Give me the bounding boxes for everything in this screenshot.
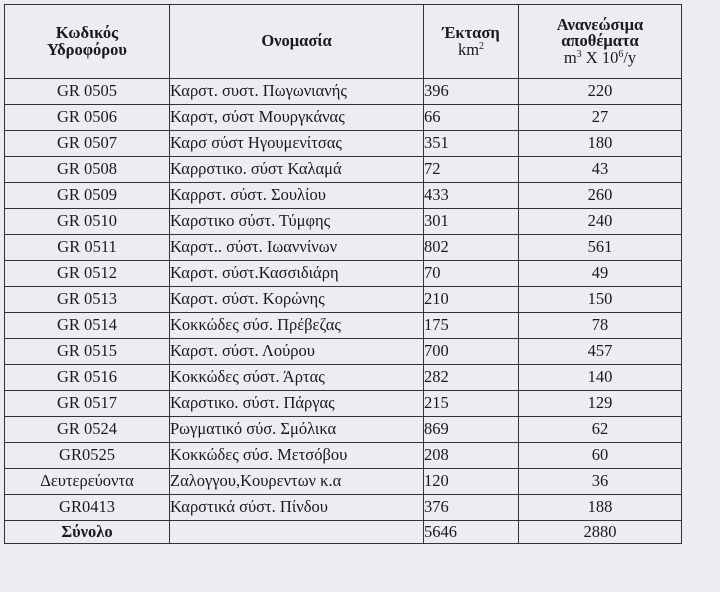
aquifer-code-cell: GR 0507 xyxy=(5,131,170,157)
area-cell: 70 xyxy=(424,261,519,287)
area-cell: 301 xyxy=(424,209,519,235)
aquifer-code-cell: GR 0513 xyxy=(5,287,170,313)
aquifer-name-cell: Καρστ. σύστ.Κασσιδιάρη xyxy=(170,261,424,287)
aquifer-name-cell: Ζαλογγου,Κουρεντων κ.α xyxy=(170,469,424,495)
area-cell: 351 xyxy=(424,131,519,157)
aquifer-code-cell: GR0413 xyxy=(5,495,170,521)
table-row xyxy=(5,443,682,469)
aquifer-code-cell: GR 0506 xyxy=(5,105,170,131)
aquifer-name-cell: Καρστικο σύστ. Τύμφης xyxy=(170,209,424,235)
aquifer-table xyxy=(4,4,682,544)
table-row xyxy=(5,209,682,235)
area-cell: 802 xyxy=(424,235,519,261)
reserves-cell: 129 xyxy=(519,391,682,417)
table-row xyxy=(5,469,682,495)
total-name-cell xyxy=(170,521,424,544)
aquifer-code-cell: Δευτερεύοντα xyxy=(5,469,170,495)
table-row xyxy=(5,313,682,339)
area-cell: 282 xyxy=(424,365,519,391)
aquifer-name-cell: Καρστικο. σύστ. Πάργας xyxy=(170,391,424,417)
aquifer-code-cell: GR 0512 xyxy=(5,261,170,287)
reserves-cell: 457 xyxy=(519,339,682,365)
table-row xyxy=(5,391,682,417)
reserves-cell: 60 xyxy=(519,443,682,469)
area-cell: 396 xyxy=(424,79,519,105)
total-row xyxy=(5,521,682,544)
area-cell: 376 xyxy=(424,495,519,521)
cut-off-text xyxy=(6,580,720,592)
table-row xyxy=(5,79,682,105)
aquifer-name-cell: Καρρστ. σύστ. Σουλίου xyxy=(170,183,424,209)
reserves-cell: 43 xyxy=(519,157,682,183)
area-cell: 869 xyxy=(424,417,519,443)
aquifer-name-cell: Καρρστικο. σύστ Καλαμά xyxy=(170,157,424,183)
table-row xyxy=(5,339,682,365)
total-reserves: 2880 xyxy=(519,521,682,544)
aquifer-code-cell: GR 0509 xyxy=(5,183,170,209)
header-name: Ονομασία xyxy=(170,5,424,79)
aquifer-code-cell: GR 0517 xyxy=(5,391,170,417)
table-row xyxy=(5,287,682,313)
aquifer-code-cell: GR 0511 xyxy=(5,235,170,261)
reserves-cell: 49 xyxy=(519,261,682,287)
aquifer-name-cell: Ρωγματικό σύσ. Σμόλικα xyxy=(170,417,424,443)
reserves-cell: 180 xyxy=(519,131,682,157)
header-aquifer-code: Κωδικός Υδροφόρου xyxy=(5,5,170,79)
aquifer-name-cell: Καρστ.. σύστ. Ιωαννίνων xyxy=(170,235,424,261)
area-cell: 700 xyxy=(424,339,519,365)
area-cell: 210 xyxy=(424,287,519,313)
total-label: Σύνολο xyxy=(5,521,170,544)
header-area: Έκταση $km^2$ xyxy=(424,5,519,79)
table-row xyxy=(5,105,682,131)
table-row xyxy=(5,261,682,287)
aquifer-code-cell: GR 0516 xyxy=(5,365,170,391)
aquifer-name-cell: Καρστ. σύστ. Κορώνης xyxy=(170,287,424,313)
aquifer-code-cell: GR 0505 xyxy=(5,79,170,105)
reserves-cell: 561 xyxy=(519,235,682,261)
aquifer-code-cell: GR 0510 xyxy=(5,209,170,235)
table-row xyxy=(5,235,682,261)
table-row xyxy=(5,131,682,157)
aquifer-name-cell: Κοκκώδες σύστ. Άρτας xyxy=(170,365,424,391)
aquifer-name-cell: Καρσ σύστ Ηγουμενίτσας xyxy=(170,131,424,157)
aquifer-name-cell: Κοκκώδες σύσ. Πρέβεζας xyxy=(170,313,424,339)
table-row xyxy=(5,365,682,391)
area-cell: 120 xyxy=(424,469,519,495)
header-renewable-reserves: Ανανεώσιμα αποθέματα $m^3$ X $10^6/y$ xyxy=(519,5,682,79)
table-row xyxy=(5,417,682,443)
reserves-cell: 240 xyxy=(519,209,682,235)
aquifer-code-cell: GR0525 xyxy=(5,443,170,469)
aquifer-name-cell: Καρστ, σύστ Μουργκάνας xyxy=(170,105,424,131)
area-cell: 72 xyxy=(424,157,519,183)
table-row xyxy=(5,183,682,209)
reserves-cell: 150 xyxy=(519,287,682,313)
reserves-cell: 36 xyxy=(519,469,682,495)
aquifer-code-cell: GR 0515 xyxy=(5,339,170,365)
reserves-cell: 78 xyxy=(519,313,682,339)
aquifer-code-cell: GR 0514 xyxy=(5,313,170,339)
aquifer-name-cell: Καρστ. σύστ. Λούρου xyxy=(170,339,424,365)
header-row xyxy=(5,5,682,79)
reserves-cell: 140 xyxy=(519,365,682,391)
aquifer-code-cell: GR 0524 xyxy=(5,417,170,443)
area-cell: 433 xyxy=(424,183,519,209)
area-cell: 66 xyxy=(424,105,519,131)
table-row xyxy=(5,157,682,183)
area-cell: 208 xyxy=(424,443,519,469)
area-cell: 175 xyxy=(424,313,519,339)
area-cell: 215 xyxy=(424,391,519,417)
aquifer-name-cell: Κοκκώδες σύσ. Μετσόβου xyxy=(170,443,424,469)
reserves-cell: 220 xyxy=(519,79,682,105)
table-row xyxy=(5,495,682,521)
aquifer-code-cell: GR 0508 xyxy=(5,157,170,183)
reserves-cell: 260 xyxy=(519,183,682,209)
reserves-cell: 27 xyxy=(519,105,682,131)
reserves-cell: 188 xyxy=(519,495,682,521)
aquifer-name-cell: Καρστικά σύστ. Πίνδου xyxy=(170,495,424,521)
reserves-cell: 62 xyxy=(519,417,682,443)
aquifer-name-cell: Καρστ. συστ. Πωγωνιανής xyxy=(170,79,424,105)
total-area: 5646 xyxy=(424,521,519,544)
